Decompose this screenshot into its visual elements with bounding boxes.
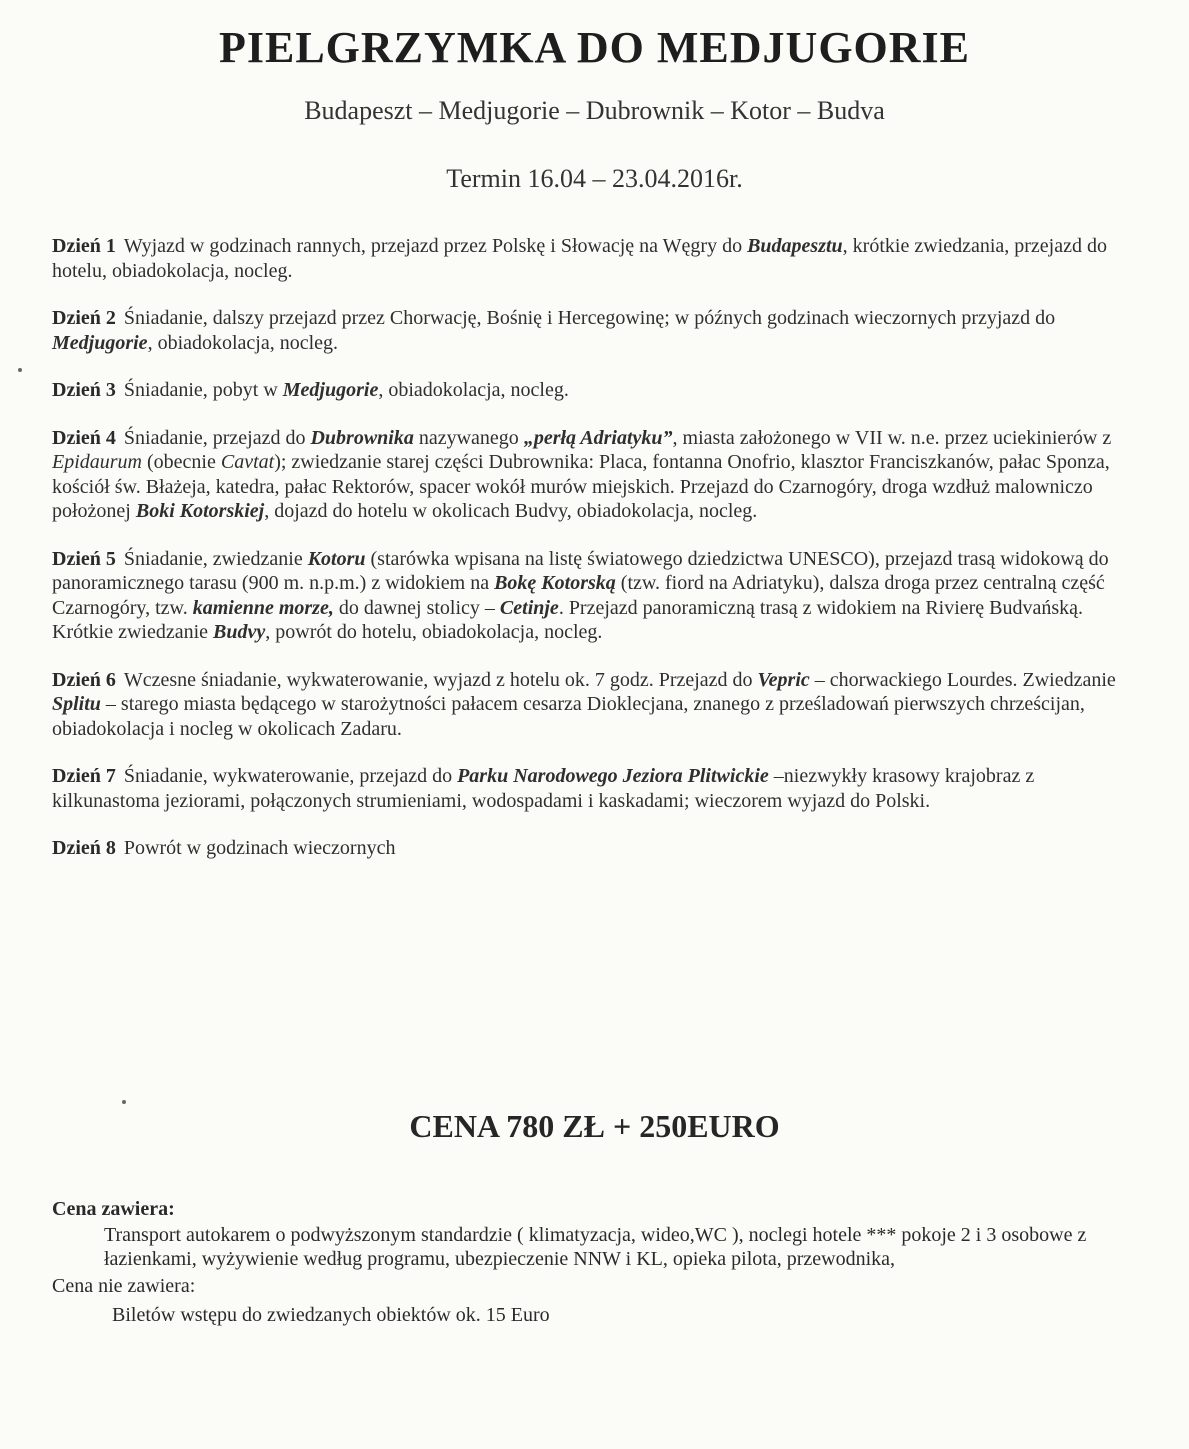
day-text: Powrót w godzinach wieczornych <box>123 837 396 859</box>
day-text: do dawnej stolicy – <box>333 596 500 619</box>
place-name: Dubrownika <box>310 426 414 449</box>
day-text: (starówka wpisana na listę światowego dziedzictwa UNESCO), przejazd trasą widokową do panoramicznego tarasu (900 m. n.p.m.) z widokiem na <box>52 547 1109 594</box>
day-text: ); zwiedzanie starej części Dubrownika: Placa, fontanna Onofrio, klasztor Franciszkanów, pałac Sponza, kościół św. Błażeja, katedra, pałac Rektorów, spacer wokół murów miejskich. Przejazd do Czarnogóry, droga wzdłuż malowniczo położonej <box>52 451 1110 522</box>
day-text: – starego miasta będącego w starożytności pałacem cesarza Dioklecjana, znanego z prześladowań pierwszych chrześcijan, obiadokolacja i nocleg w okolicach Zadaru. <box>52 693 1085 740</box>
day-text: –niezwykły krasowy krajobraz z kilkunastoma jeziorami, połączonych strumieniami, wodospadami i kaskadami; wieczorem wyjazd do Polski. <box>52 765 1035 812</box>
scan-speck <box>18 368 22 372</box>
day-label: Dzień 1 <box>52 235 116 257</box>
place-name: Boki Kotorskiej <box>135 500 265 522</box>
itinerary-day <box>52 547 1132 645</box>
place-name: „perłą Adriatyku” <box>523 426 673 449</box>
place-name: Cavtat <box>220 451 275 473</box>
day-text: , obiadokolacja, nocleg. <box>147 331 339 354</box>
itinerary-day <box>52 764 1132 813</box>
scan-speck <box>122 1100 126 1104</box>
day-label: Dzień 6 <box>52 668 116 691</box>
excludes-title: Cena nie zawiera: <box>52 1275 196 1297</box>
day-text: Śniadanie, wykwaterowanie, przejazd do <box>123 765 458 787</box>
day-text: – chorwackiego Lourdes. Zwiedzanie <box>809 668 1116 691</box>
day-text: nazywanego <box>413 426 524 449</box>
day-text: Śniadanie, dalszy przejazd przez Chorwację, Bośnię i Hercegowinę; w późnych godzinach wieczornych przyjazd do <box>123 307 1056 329</box>
day-label: Dzień 8 <box>52 837 116 859</box>
excludes-text: Biletów wstępu do zwiedzanych obiektów ok. 15 Euro <box>112 1304 550 1326</box>
day-text: (tzw. fiord na Adriatyku), dalsza droga przez centralną część Czarnogóry, tzw. <box>52 572 1105 619</box>
includes-text: Transport autokarem o podwyższonym standardzie ( klimatyzacja, wideo,WC ), noclegi hotele *** pokoje 2 i 3 osobowe z łazienkami, wyżywienie według programu, ubezpieczenie NNW i KL, opieka pilota, przewodnika, <box>104 1224 1087 1270</box>
day-text: . Przejazd panoramiczną trasą z widokiem na Rivierę Budvańską. Krótkie zwiedzanie <box>52 596 1084 643</box>
place-name: Splitu <box>52 693 101 715</box>
day-label: Dzień 4 <box>52 426 116 449</box>
place-name: Budapesztu <box>747 235 843 257</box>
place-name: Medjugorie <box>282 379 379 401</box>
day-text: , miasta założonego w VII w. n.e. przez uciekinierów z <box>672 426 1112 449</box>
day-text: Wczesne śniadanie, wykwaterowanie, wyjazd z hotelu ok. 7 godz. Przejazd do <box>123 668 758 691</box>
includes-title: Cena zawiera: <box>52 1198 175 1220</box>
day-text: , powrót do hotelu, obiadokolacja, nocleg. <box>265 621 603 643</box>
place-name: kamienne morze, <box>192 596 334 619</box>
itinerary-list <box>52 234 1132 884</box>
itinerary-day <box>52 668 1132 742</box>
itinerary-day <box>52 836 1132 861</box>
day-text: , krótkie zwiedzania, przejazd do hotelu, obiadokolacja, nocleg. <box>52 235 1107 282</box>
place-name: Epidaurum <box>52 451 142 473</box>
place-name: Cetinje <box>499 596 559 619</box>
itinerary-day <box>52 306 1132 355</box>
place-name: Vepric <box>757 668 810 691</box>
price-heading: CENA 780 ZŁ + 250EURO <box>409 1108 780 1144</box>
day-text: , dojazd do hotelu w okolicach Budvy, obiadokolacja, nocleg. <box>264 500 758 522</box>
day-text: Śniadanie, przejazd do <box>123 426 311 449</box>
place-name: Budvy <box>213 621 266 643</box>
route-subtitle: Budapeszt – Medjugorie – Dubrownik – Kotor – Budva <box>304 96 885 125</box>
place-name: Parku Narodowego Jeziora Plitwickie <box>457 765 769 787</box>
place-name: Bokę Kotorską <box>494 572 616 594</box>
day-text: , obiadokolacja, nocleg. <box>378 379 569 401</box>
day-text: Wyjazd w godzinach rannych, przejazd przez Polskę i Słowację na Węgry do <box>123 235 748 257</box>
term-dates: Termin 16.04 – 23.04.2016r. <box>446 164 743 193</box>
day-text: (obecnie <box>142 451 221 473</box>
itinerary-day <box>52 234 1132 283</box>
day-text: Śniadanie, pobyt w <box>123 379 283 401</box>
price-details <box>52 1198 1132 1327</box>
itinerary-day <box>52 378 1132 403</box>
day-label: Dzień 2 <box>52 307 116 329</box>
itinerary-day <box>52 426 1132 524</box>
day-label: Dzień 3 <box>52 379 116 401</box>
day-label: Dzień 5 <box>52 547 116 570</box>
day-label: Dzień 7 <box>52 765 116 787</box>
place-name: Medjugorie <box>52 331 148 354</box>
place-name: Kotoru <box>307 547 366 570</box>
day-text: Śniadanie, zwiedzanie <box>123 547 308 570</box>
page-title: PIELGRZYMKA DO MEDJUGORIE <box>218 23 971 72</box>
